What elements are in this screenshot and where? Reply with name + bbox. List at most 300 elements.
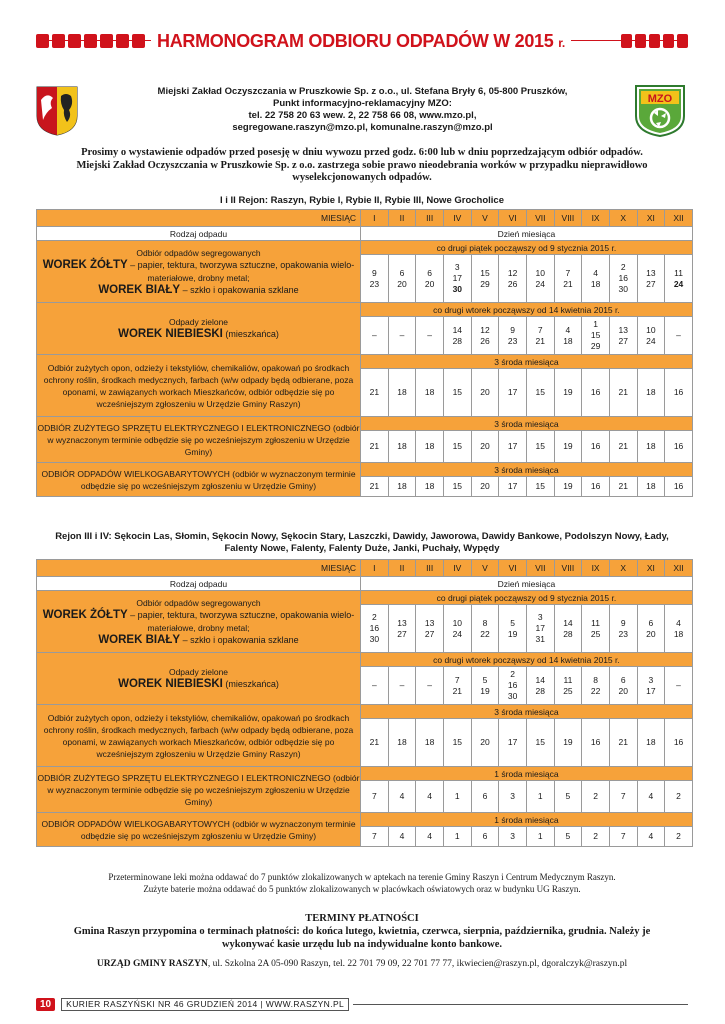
- day-value: 14: [563, 617, 573, 628]
- day-value: 11: [591, 617, 600, 628]
- day-value: 2: [371, 612, 377, 622]
- day-cell: [499, 827, 527, 847]
- label-text: (mieszkańca): [222, 329, 279, 339]
- day-cell: [609, 255, 637, 303]
- day-cell: [665, 369, 693, 417]
- day-value: 3: [648, 674, 654, 685]
- schedule-note-row: [37, 767, 693, 781]
- waste-type-label: [37, 653, 361, 705]
- day-value: 10: [646, 324, 656, 335]
- day-cell: [554, 317, 582, 355]
- month-header: III: [416, 210, 444, 227]
- label-line: [37, 712, 360, 760]
- month-header: X: [609, 560, 637, 577]
- day-value: 14: [452, 324, 463, 335]
- day-value: 18: [673, 628, 684, 639]
- day-cell: [637, 255, 665, 303]
- column-header-row: [37, 227, 693, 241]
- waste-type-label: [37, 813, 361, 847]
- day-value: 8: [593, 674, 598, 685]
- day-value: 26: [507, 278, 518, 289]
- label-line: [37, 772, 360, 808]
- day-value: 12: [480, 324, 490, 335]
- day-value: 16: [673, 737, 684, 747]
- label-text: Odbiór odpadów segregowanych: [136, 597, 261, 608]
- day-cell: [388, 827, 416, 847]
- month-header: X: [609, 210, 637, 227]
- day-cell: [637, 667, 665, 705]
- day-cell: [361, 317, 389, 355]
- day-value: 24: [646, 335, 656, 346]
- day-cell: [499, 477, 527, 497]
- contact-line: Punkt informacyjno-reklamacyjny MZO:: [273, 98, 452, 109]
- column-header-type: Rodzaj odpadu: [37, 577, 361, 591]
- day-value: 5: [565, 791, 571, 801]
- day-value: 3: [454, 262, 460, 272]
- schedule-note: co drugi wtorek począwszy od 14 kwietnia 2015 r.: [361, 653, 693, 667]
- day-cell: [499, 431, 527, 463]
- day-value: 18: [424, 387, 435, 397]
- day-cell: [526, 667, 554, 705]
- day-value: 17: [507, 387, 518, 397]
- label-line: [37, 272, 360, 284]
- day-value: 1: [454, 791, 460, 801]
- label-text: WOREK BIAŁY: [98, 283, 181, 296]
- waste-type-label: [37, 303, 361, 355]
- day-value: 25: [563, 685, 573, 696]
- day-value: 27: [618, 335, 628, 346]
- day-cell: [526, 719, 554, 767]
- day-value: 4: [593, 267, 598, 278]
- publication-info: KURIER RASZYŃSKI NR 46 GRUDZIEŃ 2014 | WWW.RASZYN.PL: [61, 998, 349, 1011]
- day-cell: [526, 827, 554, 847]
- day-value: 18: [424, 481, 435, 491]
- day-cell: [416, 719, 444, 767]
- intro-notice: Prosimy o wystawienie odpadów przed posesję w dniu wywozu przed godz. 6:00 lub w dniu poprzedzającym odbiór odpadów. Miejski Zakład Oczyszczania w Pruszkowie Sp. z o.o. zastrzega sobie prawo nieodebrania worków w przypadku nieprawidłowo wyselekcjonowanych odpadów.: [76, 147, 648, 183]
- day-value: 15: [535, 387, 545, 397]
- day-cell: [609, 477, 637, 497]
- month-header: IV: [443, 560, 471, 577]
- day-cell: [526, 255, 554, 303]
- day-value: 30: [452, 284, 463, 294]
- schedule-note-row: [37, 463, 693, 477]
- label-line: [37, 259, 360, 272]
- label-line: [37, 328, 360, 341]
- day-value: 20: [480, 387, 490, 397]
- day-cell: [554, 605, 582, 653]
- day-value: 17: [452, 273, 463, 283]
- label-text: ODBIÓR ODPADÓW WIELKOGABARYTOWYCH (odbiór w wyznaczonym terminie odbędzie się po wcześniejszym zgłoszeniu w Urzędzie Gminy): [41, 818, 356, 841]
- day-cell: [582, 477, 610, 497]
- day-cell: [554, 431, 582, 463]
- day-value: 30: [507, 691, 518, 701]
- day-cell: [416, 667, 444, 705]
- day-value: 10: [535, 267, 545, 278]
- day-value: 5: [510, 617, 515, 628]
- day-cell: [388, 431, 416, 463]
- day-value: 27: [397, 628, 407, 639]
- day-cell: [526, 369, 554, 417]
- label-text: ODBIÓR ZUŻYTEGO SPRZĘTU ELEKTRYCZNEGO I ELEKTRONICZNEGO (odbiór w wyznaczonym terminie odbędzie się po wcześniejszym zgłoszeniu w Urzędzie Gminy): [37, 422, 360, 457]
- day-cell: [554, 781, 582, 813]
- day-value: 16: [673, 441, 684, 451]
- day-cell: [443, 477, 471, 497]
- day-cell: [499, 719, 527, 767]
- day-cell: [637, 477, 665, 497]
- month-header: XII: [665, 560, 693, 577]
- day-value: 23: [507, 335, 518, 346]
- day-cell: [554, 719, 582, 767]
- day-cell: [582, 317, 610, 355]
- day-value: 1: [454, 831, 460, 841]
- day-value: 30: [618, 284, 628, 294]
- day-value: 5: [565, 831, 571, 841]
- label-text: ODBIÓR ODPADÓW WIELKOGABARYTOWYCH (odbiór w wyznaczonym terminie odbędzie się po wcześniejszym zgłoszeniu w Urzędzie Gminy): [41, 468, 356, 491]
- schedule-table-region-2: [36, 559, 693, 847]
- label-text: materiałowe, drobny metal;: [147, 272, 250, 283]
- day-cell: [443, 605, 471, 653]
- day-cell: [443, 781, 471, 813]
- day-cell: [416, 317, 444, 355]
- day-value: 18: [646, 481, 656, 491]
- month-header: VI: [499, 210, 527, 227]
- contact-info: [150, 86, 575, 134]
- label-text: Odbiór odpadów segregowanych: [136, 247, 261, 258]
- day-value: 3: [537, 612, 543, 622]
- day-value: 9: [371, 267, 377, 278]
- label-line: [37, 666, 360, 678]
- day-value: 23: [618, 628, 628, 639]
- footer-notes: Przeterminowane leki można oddawać do 7 punktów zlokalizowanych w aptekach na terenie Gminy Raszyn i Centrum Medycznym Raszyn. Zużyte baterie można oddawać do 5 punktów zlokalizowanych w placówkach oświatowych oraz w budynku UG Raszyn.: [108, 872, 616, 894]
- day-cell: [582, 781, 610, 813]
- day-value: 16: [590, 387, 601, 397]
- day-value: 3: [510, 791, 515, 801]
- label-line: [37, 468, 360, 492]
- day-value: 5: [482, 674, 488, 685]
- mzo-logo-text: MZO: [647, 93, 673, 105]
- waste-type-label: [37, 355, 361, 417]
- day-cell: [471, 255, 499, 303]
- day-cell: [443, 255, 471, 303]
- waste-type-label: [37, 417, 361, 463]
- day-value: 24: [535, 278, 545, 289]
- day-value: 18: [563, 335, 573, 346]
- day-cell: [609, 605, 637, 653]
- day-value: 19: [563, 387, 573, 397]
- schedule-note-row: [37, 653, 693, 667]
- month-header: VI: [499, 560, 527, 577]
- label-text: Odpady zielone: [168, 667, 229, 677]
- day-value: 28: [452, 335, 463, 346]
- day-value: 31: [535, 634, 545, 644]
- day-value: 15: [535, 737, 545, 747]
- day-value: 16: [590, 481, 601, 491]
- contact-line: tel. 22 758 20 63 wew. 2, 22 758 66 08, www.mzo.pl,: [248, 110, 477, 121]
- month-header: VIII: [554, 210, 582, 227]
- day-cell: [554, 477, 582, 497]
- day-value: 18: [646, 737, 656, 747]
- day-cell: [388, 781, 416, 813]
- day-value: 1: [537, 791, 543, 801]
- day-value: 27: [646, 278, 656, 289]
- day-cell: [416, 827, 444, 847]
- day-cell: [361, 667, 389, 705]
- header-decor-right: [621, 34, 688, 48]
- day-value: 24: [452, 628, 463, 639]
- day-value: 19: [563, 441, 573, 451]
- day-cell: [388, 369, 416, 417]
- label-text: WOREK ŻÓŁTY: [42, 258, 128, 271]
- day-value: 18: [424, 737, 435, 747]
- waste-type-label: [37, 463, 361, 497]
- day-value: 19: [507, 628, 518, 639]
- day-value: 16: [590, 441, 601, 451]
- month-header: VII: [526, 210, 554, 227]
- day-value: 4: [427, 831, 432, 841]
- day-cell: [499, 667, 527, 705]
- day-cell: [609, 431, 637, 463]
- label-text: WOREK BIAŁY: [98, 633, 181, 646]
- day-value: 21: [369, 441, 380, 451]
- label-line: [37, 362, 360, 410]
- day-cell: [443, 317, 471, 355]
- day-value: 13: [397, 617, 407, 628]
- label-text: – szkło i opakowania szklane: [180, 634, 299, 645]
- day-cell: [582, 667, 610, 705]
- day-value: 23: [369, 278, 380, 289]
- waste-type-label: [37, 705, 361, 767]
- month-header: V: [471, 210, 499, 227]
- day-cell: [388, 667, 416, 705]
- day-cell: [443, 369, 471, 417]
- day-cell: [471, 667, 499, 705]
- month-header: IX: [582, 560, 610, 577]
- day-value: 12: [507, 267, 518, 278]
- day-cell: [609, 719, 637, 767]
- schedule-note: 3 środa miesiąca: [361, 417, 693, 431]
- day-value: 7: [620, 831, 626, 841]
- day-cell: [499, 255, 527, 303]
- column-header-day: Dzień miesiąca: [361, 577, 693, 591]
- day-cell: [416, 431, 444, 463]
- day-value: 2: [676, 831, 681, 841]
- day-cell: [443, 719, 471, 767]
- day-value: 19: [563, 737, 573, 747]
- region-1-heading: I i II Rejon: Raszyn, Rybie I, Rybie II, Rybie III, Nowe Grocholice: [219, 195, 504, 206]
- day-value: 21: [535, 335, 545, 346]
- day-cell: [471, 431, 499, 463]
- day-value: –: [399, 680, 405, 690]
- month-header: II: [388, 210, 416, 227]
- day-cell: [416, 369, 444, 417]
- day-value: 7: [620, 791, 626, 801]
- day-cell: [609, 667, 637, 705]
- day-value: 4: [565, 324, 571, 335]
- day-value: 19: [563, 481, 573, 491]
- month-label: MIESIĄC: [37, 210, 361, 227]
- schedule-note: 1 środa miesiąca: [361, 767, 693, 781]
- month-header: VII: [526, 560, 554, 577]
- label-text: WOREK NIEBIESKI: [118, 328, 223, 340]
- day-cell: [582, 827, 610, 847]
- day-value: 28: [563, 628, 573, 639]
- day-value: 16: [618, 273, 628, 283]
- day-value: 18: [646, 441, 656, 451]
- day-value: 18: [424, 441, 435, 451]
- label-text: WOREK ŻÓŁTY: [42, 608, 128, 621]
- month-header: XI: [637, 560, 665, 577]
- day-value: 8: [482, 617, 488, 628]
- day-cell: [416, 477, 444, 497]
- day-value: 16: [590, 737, 601, 747]
- waste-type-label: [37, 591, 361, 653]
- day-value: 20: [480, 441, 490, 451]
- day-cell: [637, 605, 665, 653]
- day-value: 15: [535, 481, 545, 491]
- day-value: 16: [673, 387, 684, 397]
- day-value: 15: [535, 441, 545, 451]
- day-cell: [361, 781, 389, 813]
- day-cell: [609, 369, 637, 417]
- label-line: [37, 247, 360, 259]
- day-value: 22: [590, 685, 601, 696]
- day-cell: [665, 431, 693, 463]
- label-text: – papier, tektura, tworzywa sztuczne, opakowania wielo-: [127, 259, 355, 270]
- schedule-note-row: [37, 813, 693, 827]
- schedule-note: 3 środa miesiąca: [361, 355, 693, 369]
- day-cell: [471, 317, 499, 355]
- day-value: 14: [535, 674, 545, 685]
- month-label: MIESIĄC: [37, 560, 361, 577]
- day-cell: [388, 317, 416, 355]
- day-value: 27: [424, 628, 435, 639]
- day-value: 18: [397, 387, 407, 397]
- month-header: XII: [665, 210, 693, 227]
- day-value: 20: [397, 278, 407, 289]
- months-row: [37, 560, 693, 577]
- day-cell: [471, 781, 499, 813]
- day-value: 21: [563, 278, 573, 289]
- day-cell: [499, 317, 527, 355]
- label-text: (mieszkańca): [222, 679, 279, 689]
- day-value: 20: [480, 481, 490, 491]
- day-cell: [361, 827, 389, 847]
- column-header-row: [37, 577, 693, 591]
- column-header-type: Rodzaj odpadu: [37, 227, 361, 241]
- day-cell: [665, 781, 693, 813]
- day-value: 3: [510, 831, 515, 841]
- day-value: 25: [590, 628, 601, 639]
- label-line: [37, 622, 360, 634]
- day-value: 2: [620, 262, 626, 272]
- day-value: 10: [452, 617, 463, 628]
- day-value: 18: [397, 441, 407, 451]
- day-cell: [526, 431, 554, 463]
- region-2-heading: Rejon III i IV: Sękocin Las, Słomin, Sękocin Nowy, Sękocin Stary, Laszczki, Dawidy, Jaworowa, Dawidy Bankowe, Podolszyn Nowy, Łady, Falenty Nowe, Falenty, Falenty Duże, Janki, Puchały, Wypędy: [55, 531, 669, 554]
- label-line: [37, 634, 360, 647]
- day-cell: [499, 369, 527, 417]
- day-value: 4: [648, 791, 654, 801]
- day-value: 21: [618, 441, 628, 451]
- day-cell: [665, 255, 693, 303]
- day-cell: [471, 477, 499, 497]
- day-cell: [388, 255, 416, 303]
- day-cell: [471, 605, 499, 653]
- schedule-note: 1 środa miesiąca: [361, 813, 693, 827]
- day-value: 15: [480, 267, 490, 278]
- day-cell: [526, 317, 554, 355]
- payment-terms-title: TERMINY PŁATNOŚCI: [305, 913, 419, 924]
- day-cell: [443, 827, 471, 847]
- day-value: 21: [369, 387, 380, 397]
- page-footer-bar: [36, 997, 688, 1011]
- label-text: Odpady zielone: [168, 317, 229, 327]
- label-text: materiałowe, drobny metal;: [147, 622, 250, 633]
- day-value: 2: [510, 669, 515, 679]
- day-value: 13: [646, 267, 656, 278]
- day-cell: [637, 317, 665, 355]
- schedule-note-row: [37, 355, 693, 369]
- contact-line: Miejski Zakład Oczyszczania w Pruszkowie Sp. z o.o., ul. Stefana Bryły 6, 05-800 Pruszków,: [157, 86, 568, 97]
- day-value: 7: [371, 831, 377, 841]
- day-value: 20: [646, 628, 656, 639]
- day-value: –: [371, 330, 377, 340]
- label-line: [37, 316, 360, 328]
- day-value: 6: [399, 267, 405, 278]
- day-cell: [637, 719, 665, 767]
- day-cell: [609, 781, 637, 813]
- month-header: XI: [637, 210, 665, 227]
- day-cell: [582, 719, 610, 767]
- month-header: III: [416, 560, 444, 577]
- day-value: 15: [452, 737, 463, 747]
- schedule-note-row: [37, 303, 693, 317]
- day-value: 20: [480, 737, 490, 747]
- day-value: 15: [452, 387, 463, 397]
- day-value: 16: [369, 623, 380, 633]
- schedule-note-row: [37, 705, 693, 719]
- day-value: 4: [399, 791, 405, 801]
- day-value: 21: [369, 737, 380, 747]
- day-cell: [361, 605, 389, 653]
- month-header: I: [361, 210, 389, 227]
- day-value: 11: [674, 267, 683, 278]
- months-row: [37, 210, 693, 227]
- day-value: 7: [565, 267, 571, 278]
- office-contact: URZĄD GMINY RASZYN, ul. Szkolna 2A 05-090 Raszyn, tel. 22 701 79 09, 22 701 77 77, ikwiecien@raszyn.pl, dgoralczyk@raszyn.pl: [96, 959, 628, 969]
- day-cell: [416, 255, 444, 303]
- day-cell: [609, 827, 637, 847]
- day-value: 15: [452, 441, 463, 451]
- day-value: 29: [480, 278, 490, 289]
- schedule-note: co drugi piątek począwszy od 9 stycznia 2015 r.: [361, 591, 693, 605]
- day-value: 6: [482, 831, 488, 841]
- month-header: VIII: [554, 560, 582, 577]
- day-cell: [361, 477, 389, 497]
- day-cell: [554, 255, 582, 303]
- day-value: 18: [397, 481, 407, 491]
- month-header: V: [471, 560, 499, 577]
- day-value: 17: [507, 737, 518, 747]
- schedule-table-region-1: [36, 209, 693, 497]
- schedule-note-row: [37, 417, 693, 431]
- day-value: 2: [593, 791, 598, 801]
- day-cell: [637, 827, 665, 847]
- waste-type-label: [37, 241, 361, 303]
- day-cell: [361, 719, 389, 767]
- day-cell: [665, 667, 693, 705]
- day-cell: [582, 255, 610, 303]
